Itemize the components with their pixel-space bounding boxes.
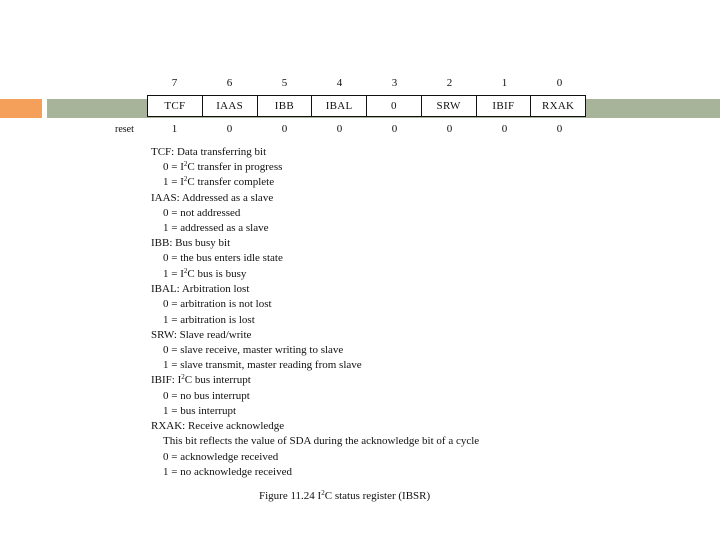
bit-number-5: 5 (281, 77, 288, 89)
field-value-line: 0 = the bus enters idle state (163, 252, 283, 264)
field-value-line: 0 = not addressed (163, 207, 241, 219)
reset-label: reset (115, 124, 134, 135)
reset-value-1: 0 (501, 123, 508, 135)
reset-value-7: 1 (171, 123, 178, 135)
field-value-line: 1 = arbitration is lost (163, 314, 255, 326)
field-value-line: 0 = arbitration is not lost (163, 298, 272, 310)
register-field-rxak: RXAK (541, 100, 575, 112)
field-value-line: 1 = no acknowledge received (163, 466, 292, 478)
bit-number-7: 7 (171, 77, 178, 89)
field-note-line: This bit reflects the value of SDA during the acknowledge bit of a cycle (163, 435, 480, 447)
field-value-line: $0 = I^2C$ transfer in progress (163, 160, 283, 173)
register-field-ibif: IBIF (477, 96, 532, 116)
field-heading-srw: SRW: Slave read/write (151, 329, 252, 341)
field-heading-iaas: IAAS: Addressed as a slave (151, 192, 274, 204)
bit-number-2: 2 (446, 77, 453, 89)
bit-number-3: 3 (391, 77, 398, 89)
register-table (147, 95, 586, 117)
field-value-line: 1 = slave transmit, master reading from slave (163, 359, 362, 371)
field-value-line: 0 = acknowledge received (163, 451, 279, 463)
field-heading-rxak: RXAK: Receive acknowledge (151, 420, 285, 432)
field-value-line: 1 = bus interrupt (163, 405, 237, 417)
reset-value-6: 0 (226, 123, 233, 135)
field-value-line: $1 = I^2C$ transfer complete (163, 175, 275, 188)
reset-value-5: 0 (281, 123, 288, 135)
register-field-tcf: TCF (148, 96, 203, 116)
reset-value-3: 0 (391, 123, 398, 135)
bit-number-1: 1 (501, 77, 508, 89)
bit-number-6: 6 (226, 77, 233, 89)
bit-number-4: 4 (336, 77, 343, 89)
field-heading-ibif: IBIF: $I^2C$ bus interrupt (151, 373, 251, 386)
field-value-line: 0 = no bus interrupt (163, 390, 250, 402)
field-value-line: 0 = slave receive, master writing to slave (163, 344, 344, 356)
field-heading-tcf: TCF: Data transferring bit (151, 146, 267, 158)
field-heading-ibal: IBAL: Arbitration lost (151, 283, 250, 295)
reset-value-2: 0 (446, 123, 453, 135)
reset-value-4: 0 (336, 123, 343, 135)
register-field-ibb: IBB (258, 96, 313, 116)
register-field-iaas: IAAS (203, 96, 258, 116)
field-heading-ibb: IBB: Bus busy bit (151, 237, 231, 249)
register-field-ibal: IBAL (312, 96, 367, 116)
reset-value-0: 0 (556, 123, 563, 135)
accent-bar-orange (0, 99, 42, 118)
figure-caption: Figure 11.24 $I^2C$ status register (IBSR) (259, 489, 431, 502)
field-value-line: $1 = I^2C$ bus is busy (163, 267, 247, 280)
register-field-srw: SRW (422, 96, 477, 116)
field-value-line: 1 = addressed as a slave (163, 222, 269, 234)
register-field-reserved: 0 (367, 96, 422, 116)
bit-number-0: 0 (556, 77, 563, 89)
